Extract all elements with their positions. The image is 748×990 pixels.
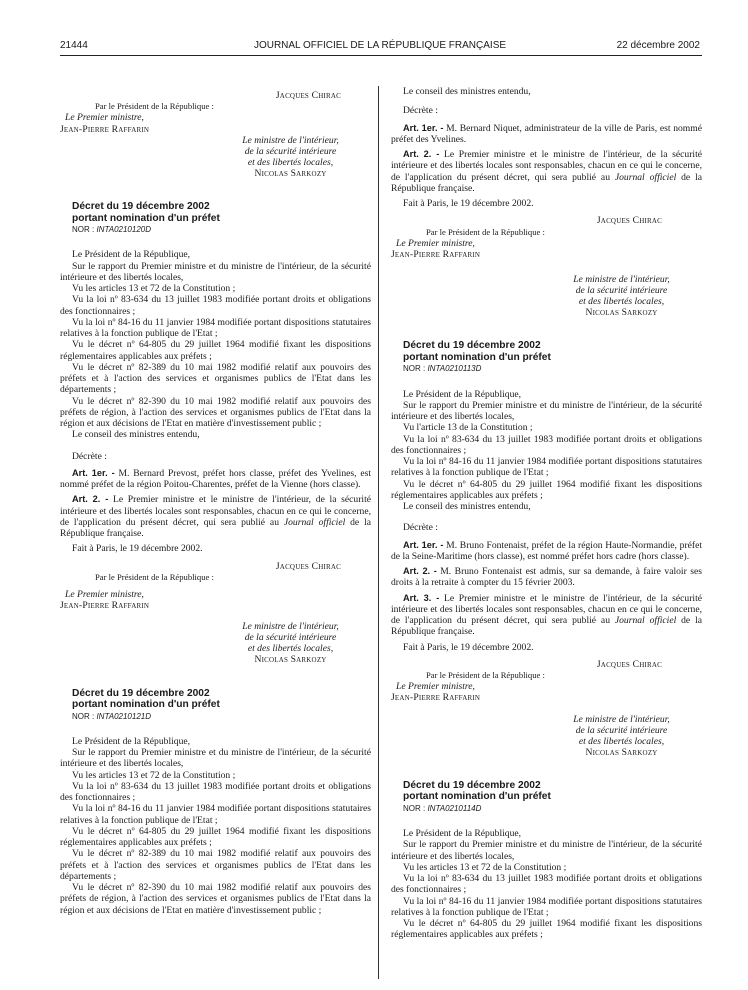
decree-section [60, 688, 371, 916]
pm-name: Jean-Pierre Raffarin [391, 248, 481, 260]
article-1: Art. 1er. - M. Bruno Fontenaist, préfet de la région Haute-Normandie, préfet de la Seine-Maritime (hors classe), est nommé préfet hors cadre (hors classe). [391, 539, 702, 562]
minister-title: Le ministre de l'intérieur, de la sécurité intérieure et des libertés locales, [242, 134, 339, 168]
decrete-heading: Décrète : [403, 105, 438, 117]
decree-paragraph: Vu les articles 13 et 72 de la Constitution ; [72, 769, 236, 781]
par-le-president: Par le Président de la République : [95, 571, 214, 582]
decrete-heading: Décrète : [403, 522, 438, 534]
nor-reference: NOR : INTA0210114D [403, 803, 482, 813]
decree-subtitle: portant nomination d'un préfet [403, 791, 551, 803]
signature-block [60, 90, 371, 179]
minister-name: Nicolas Sarkozy [254, 654, 327, 666]
decree-title: Décret du 19 décembre 2002 [403, 779, 541, 791]
header-rule [60, 55, 702, 56]
par-le-president: Par le Président de la République : [95, 101, 214, 112]
fait-a-paris: Fait à Paris, le 19 décembre 2002. [403, 641, 534, 653]
decree-paragraph: Vu le décret nº 82-389 du 10 mai 1982 modifié relatif aux pouvoirs des préfets et à l'action des services et organismes publics de l'Etat dans les départements ; [60, 848, 371, 882]
decree-section [391, 780, 702, 941]
decree-paragraph: Vu le décret nº 64-805 du 29 juillet 1964 modifié fixant les dispositions réglementaires applicables aux préfets ; [60, 339, 371, 362]
decree-title: Décret du 19 décembre 2002 [72, 687, 210, 699]
article-1: Art. 1er. - M. Bernard Prevost, préfet hors classe, préfet des Yvelines, est nommé préfet de la région Poitou-Charentes, préfet de la Vienne (hors classe). [60, 467, 372, 490]
decree-paragraph: Vu le décret nº 82-389 du 10 mai 1982 modifié relatif aux pouvoirs des préfets et à l'action des services et organismes publics de l'Etat dans les départements ; [60, 361, 371, 396]
signature-block [391, 659, 702, 758]
fait-a-paris: Fait à Paris, le 19 décembre 2002. [403, 198, 534, 209]
decree-paragraph: Vu les articles 13 et 72 de la Constitution ; [403, 861, 567, 873]
decree-paragraph: Vu le décret nº 64-805 du 29 juillet 1964 modifié fixant les dispositions réglementaires applicables aux préfets ; [60, 825, 371, 848]
minister-title: Le ministre de l'intérieur, de la sécurité intérieure et des libertés locales, [242, 621, 339, 655]
decree-paragraph: Le conseil des ministres entendu, [403, 86, 531, 97]
page-number: 21444 [60, 40, 88, 51]
running-header [60, 40, 700, 54]
fait-a-paris: Fait à Paris, le 19 décembre 2002. [72, 543, 203, 555]
pm-name: Jean-Pierre Raffarin [391, 692, 481, 704]
decree-paragraph: Sur le rapport du Premier ministre et du ministre de l'intérieur, de la sécurité intérieure et des libertés locales, [60, 260, 371, 283]
president-signature: Jacques Chirac [275, 560, 341, 572]
decree-subtitle: portant nomination d'un préfet [72, 212, 220, 224]
minister-name: Nicolas Sarkozy [585, 307, 658, 318]
decree-paragraph: Vu le décret nº 82-390 du 10 mai 1982 modifié relatif aux pouvoirs des préfets de région, à l'action des services et organismes publics de l'Etat dans la région et aux décisions de l'Etat en matière d'investissement public ; [60, 395, 371, 429]
signature-block [60, 561, 371, 666]
par-le-president: Par le Président de la République : [426, 226, 545, 237]
minister-title: Le ministre de l'intérieur, de la sécurité intérieure et des libertés locales, [573, 274, 670, 307]
decree-section [391, 340, 702, 653]
issue-date: 22 décembre 2002 [616, 40, 700, 51]
pm-role: Le Premier ministre, [396, 237, 475, 249]
minister-title: Le ministre de l'intérieur, de la sécurité intérieure et des libertés locales, [573, 713, 670, 747]
journal-title: JOURNAL OFFICIEL DE LA RÉPUBLIQUE FRANÇAISE [253, 40, 507, 51]
decree-section [60, 201, 371, 555]
decree-paragraph: Vu le décret nº 64-805 du 29 juillet 1964 modifié fixant les dispositions réglementaires applicables aux préfets ; [391, 918, 702, 941]
decree-paragraph: Sur le rapport du Premier ministre et du ministre de l'intérieur, de la sécurité intérieure et des libertés locales, [391, 839, 702, 862]
decree-continuation [391, 86, 702, 209]
minister-name: Nicolas Sarkozy [254, 167, 327, 179]
pm-name: Jean-Pierre Raffarin [60, 600, 150, 611]
article-2: Art. 2. - M. Bruno Fontenaist est admis, sur sa demande, à faire valoir ses droits à la retraite à compter du 15 février 2003. [391, 566, 702, 589]
decree-paragraph: Vu la loi nº 83-634 du 13 juillet 1983 modifiée portant droits et obligations des fonctionnaires ; [60, 780, 371, 803]
pm-role: Le Premier ministre, [65, 588, 144, 600]
decree-paragraph: Vu la loi nº 84-16 du 11 janvier 1984 modifiée portant dispositions statutaires relatives à la fonction publique de l'Etat ; [60, 803, 371, 826]
decree-paragraph: Vu la loi nº 83-634 du 13 juillet 1983 modifiée portant droits et obligations des fonctionnaires ; [391, 433, 702, 456]
nor-reference: NOR : INTA0210113D [403, 364, 482, 374]
article-3: Art. 3. - Le Premier ministre et le ministre de l'intérieur, de la sécurité intérieure et des libertés locales sont responsables, chacun en ce qui le concerne, de l'application du présent décret, qui sera publié au Journal officiel de la République française. [391, 592, 702, 638]
decree-paragraph: Vu la loi nº 84-16 du 11 janvier 1984 modifiée portant dispositions statutaires relatives à la fonction publique de l'Etat ; [60, 316, 371, 339]
decree-paragraph: Le Président de la République, [403, 388, 522, 400]
decree-paragraph: Vu l'article 13 de la Constitution ; [403, 422, 533, 434]
pm-name: Jean-Pierre Raffarin [60, 123, 150, 135]
decree-subtitle: portant nomination d'un préfet [72, 699, 220, 710]
decree-paragraph: Sur le rapport du Premier ministre et du ministre de l'intérieur, de la sécurité intérieure et des libertés locales, [60, 747, 371, 770]
article-2: Art. 2. - Le Premier ministre et le ministre de l'intérieur, de la sécurité intérieure et des libertés locales sont responsables, chacun en ce qui le concerne, de l'application du présent décret, qui sera publié au Journal officiel de la République française. [391, 149, 702, 194]
president-signature: Jacques Chirac [596, 215, 662, 227]
decree-title: Décret du 19 décembre 2002 [72, 201, 210, 212]
decree-paragraph: Le Président de la République, [72, 735, 191, 747]
column-divider [378, 86, 379, 979]
decree-paragraph: Le Président de la République, [403, 828, 522, 839]
decree-paragraph: Vu le décret nº 82-390 du 10 mai 1982 modifié relatif aux pouvoirs des préfets de région, à l'action des services et organismes publics de l'Etat dans la région et aux décisions de l'Etat en matière d'investissement public ; [60, 882, 371, 916]
decree-paragraph: Vu les articles 13 et 72 de la Constitution ; [72, 283, 236, 294]
decree-paragraph: Vu la loi nº 83-634 du 13 juillet 1983 modifiée portant droits et obligations des fonctionnaires ; [60, 294, 371, 317]
decree-paragraph: Sur le rapport du Premier ministre et du ministre de l'intérieur, de la sécurité intérieure et des libertés locales, [391, 399, 702, 422]
signature-block [391, 215, 702, 318]
par-le-president: Par le Président de la République : [426, 670, 545, 680]
article-1: Art. 1er. - M. Bernard Niquet, administrateur de la ville de Paris, est nommé préfet des Yvelines. [391, 122, 702, 145]
president-signature: Jacques Chirac [596, 658, 662, 670]
decree-paragraph: Le conseil des ministres entendu, [72, 429, 200, 441]
nor-reference: NOR : INTA0210121D [72, 711, 152, 721]
decrete-heading: Décrète : [72, 450, 107, 462]
decree-paragraph: Vu la loi nº 83-634 du 13 juillet 1983 modifiée portant droits et obligations des fonctionnaires ; [391, 873, 702, 896]
president-signature: Jacques Chirac [275, 90, 341, 101]
decree-paragraph: Vu la loi nº 84-16 du 11 janvier 1984 modifiée portant dispositions statutaires relatives à la fonction publique de l'Etat ; [391, 895, 702, 918]
decree-title: Décret du 19 décembre 2002 [403, 340, 541, 352]
decree-paragraph: Le conseil des ministres entendu, [403, 501, 531, 512]
right-column [391, 86, 702, 941]
minister-name: Nicolas Sarkozy [585, 746, 658, 758]
pm-role: Le Premier ministre, [65, 112, 144, 124]
decree-paragraph: Vu le décret nº 64-805 du 29 juillet 1964 modifié fixant les dispositions réglementaires applicables aux préfets ; [391, 478, 702, 501]
nor-reference: NOR : INTA0210120D [72, 225, 152, 234]
decree-paragraph: Vu la loi nº 84-16 du 11 janvier 1984 modifiée portant dispositions statutaires relatives à la fonction publique de l'Etat ; [391, 456, 702, 479]
decree-paragraph: Le Président de la République, [72, 249, 191, 261]
article-2: Art. 2. - Le Premier ministre et le ministre de l'intérieur, de la sécurité intérieure et des libertés locales sont responsables, chacun en ce qui le concerne, de l'application du présent décret, qui sera publié au Journal officiel de la République française. [60, 494, 371, 539]
left-column [60, 90, 371, 916]
decree-subtitle: portant nomination d'un préfet [403, 351, 551, 363]
pm-role: Le Premier ministre, [396, 681, 475, 692]
